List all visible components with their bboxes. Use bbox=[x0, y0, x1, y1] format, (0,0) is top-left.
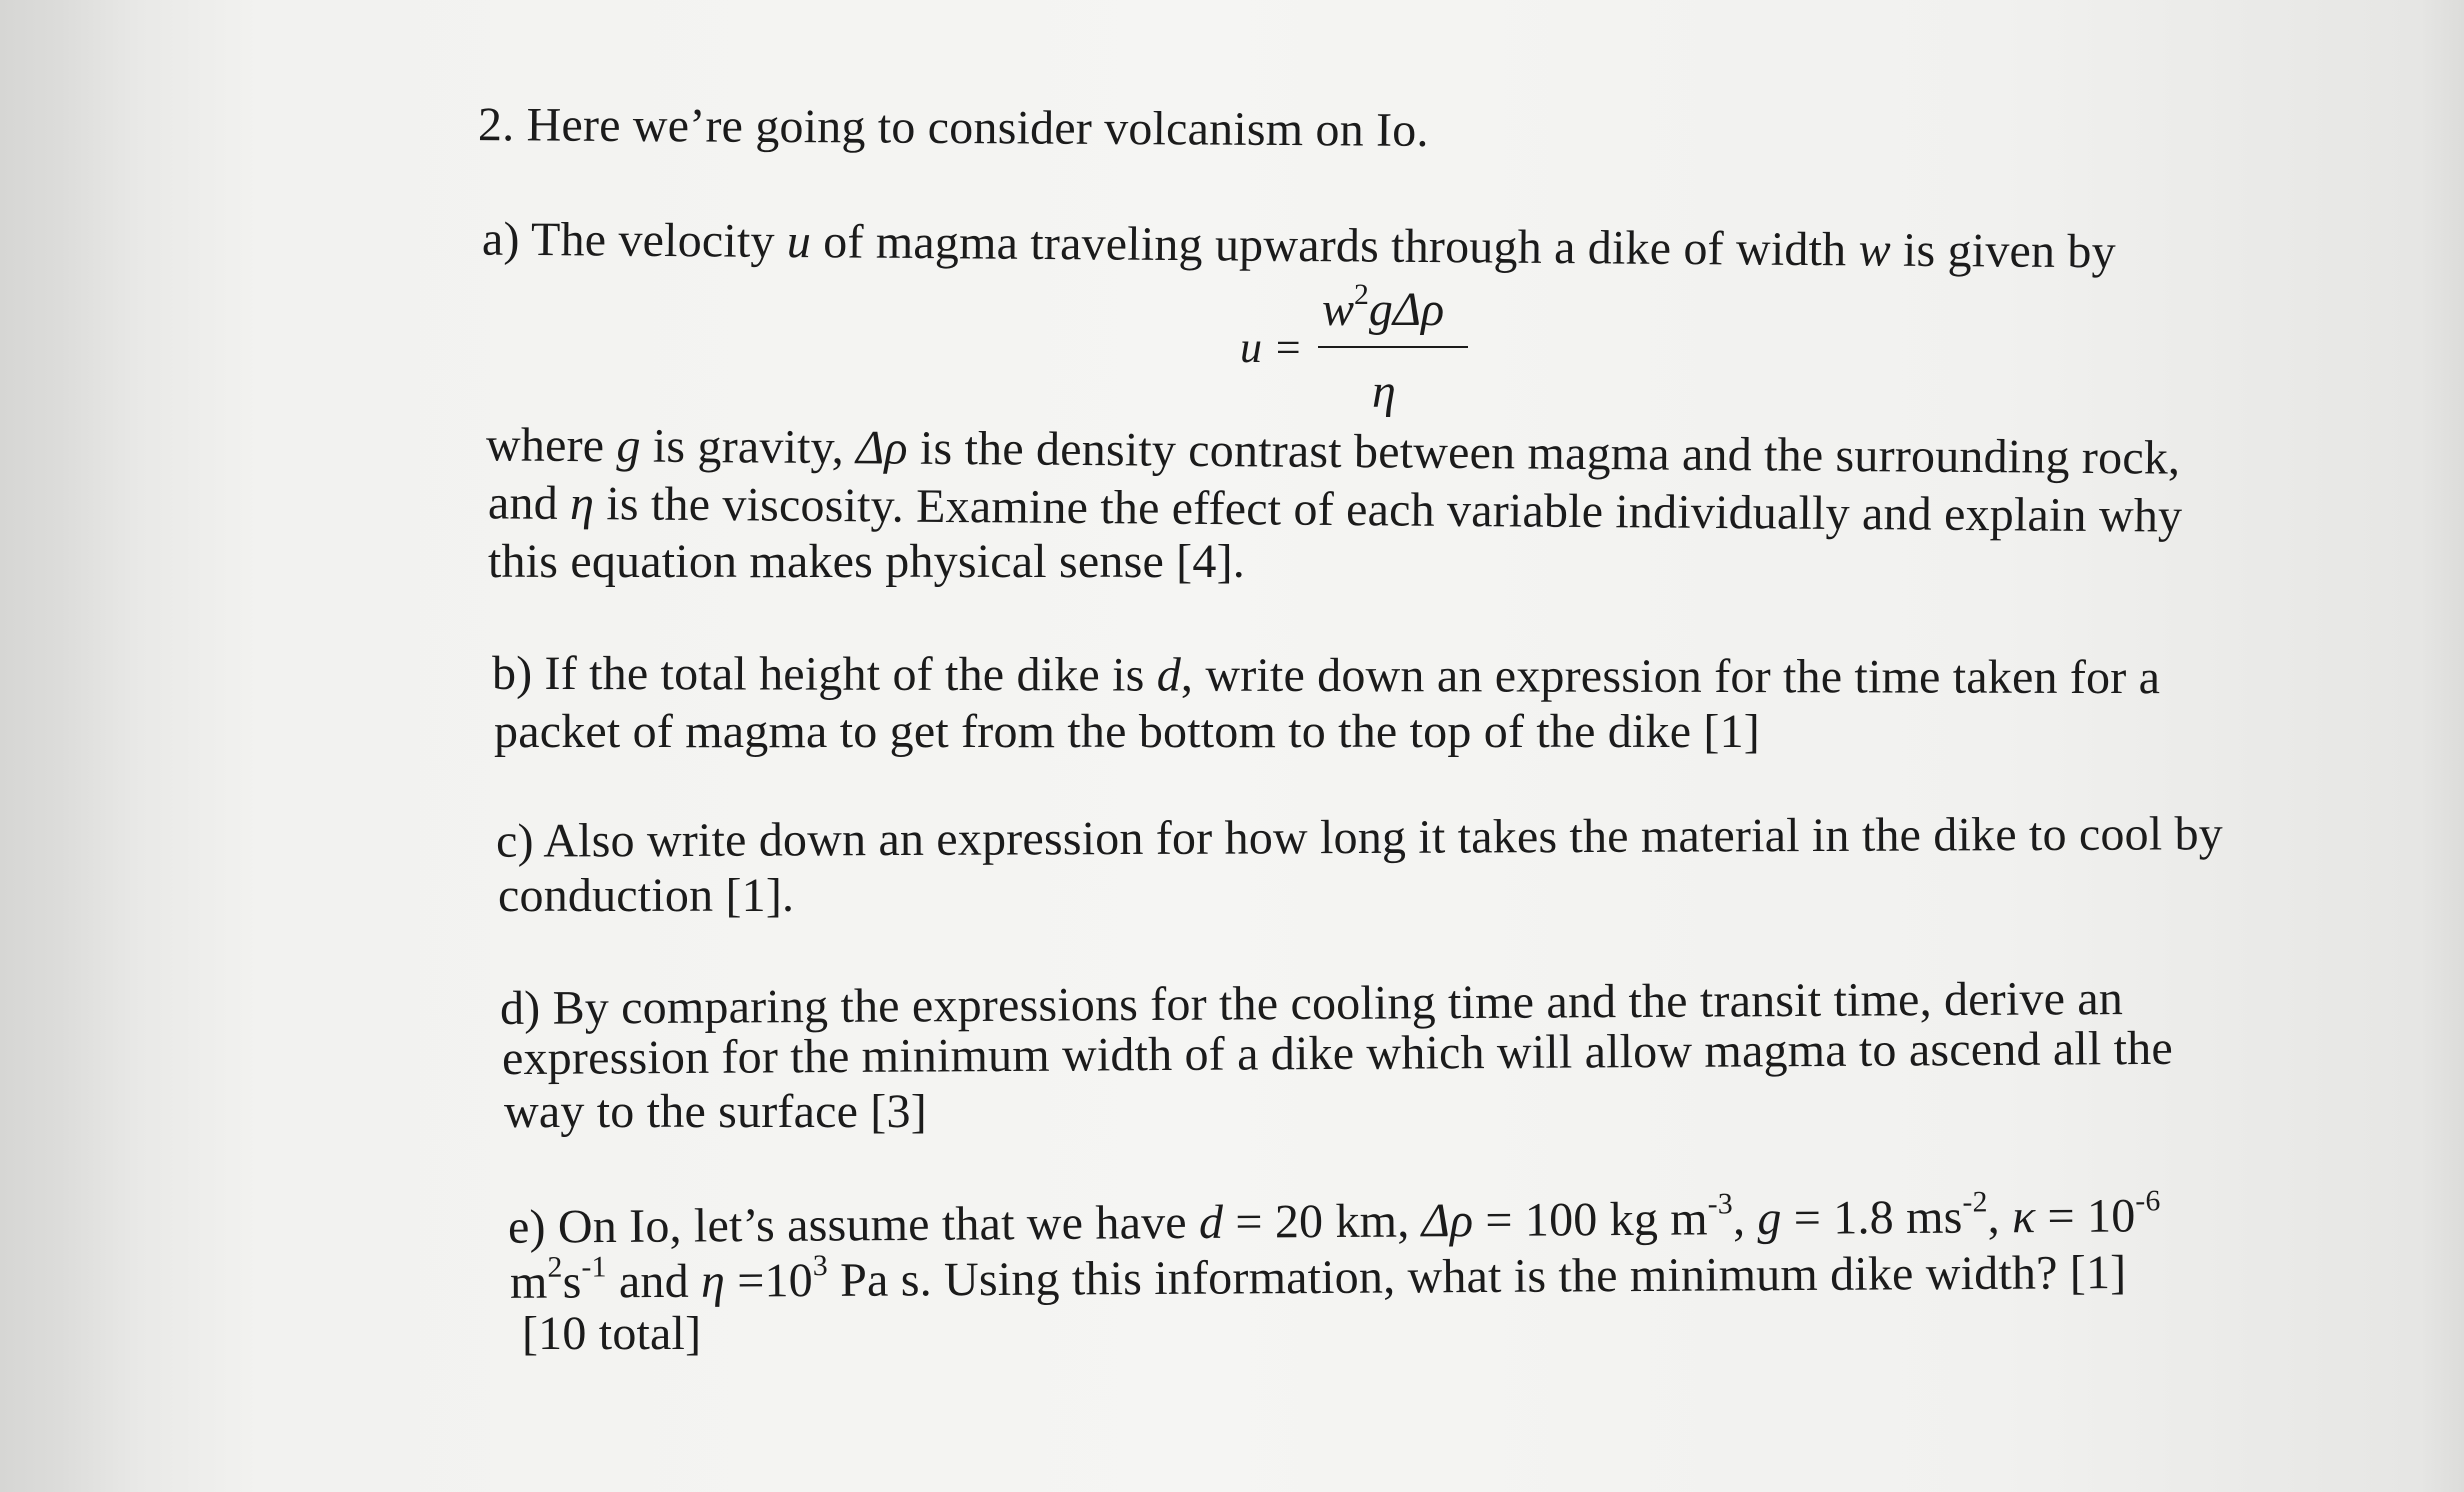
part-d-line-2: expression for the minimum width of a dike which will allow magma to ascend all the bbox=[501, 1021, 2174, 1086]
part-e-line-1: e) On Io, let’s assume that we have d = 20 km, Δρ = 100 kg $m^{-3}$, g = 1.8 $ms^{-2}$, $\kappa = 10^{-6}$ bbox=[507, 1183, 2161, 1254]
part-d-line-1: d) By comparing the expressions for the cooling time and the transit time, derive an bbox=[499, 972, 2124, 1035]
question-title: 2. Here we’re going to consider volcanism on Io. bbox=[477, 98, 1429, 157]
fraction-bar bbox=[1318, 346, 1468, 348]
equation-numerator: $w^2g\Delta\rho$ bbox=[1322, 277, 1445, 336]
part-d-line-3: way to the surface [3] bbox=[504, 1085, 927, 1138]
equation-denominator: η bbox=[1372, 365, 1396, 418]
part-a-line-3: this equation makes physical sense [4]. bbox=[488, 535, 1245, 588]
part-c-line-2: conduction [1]. bbox=[498, 869, 795, 922]
part-b-line-2: packet of magma to get from the bottom to the top of the dike [1] bbox=[494, 705, 1760, 758]
total-points: [10 total] bbox=[522, 1307, 702, 1360]
part-a-line-2: and η is the viscosity. Examine the effect of each variable individually and explain why bbox=[487, 476, 2183, 543]
velocity-equation bbox=[1240, 277, 1470, 426]
part-c-line-1: c) Also write down an expression for how long it takes the material in the dike to cool by bbox=[495, 807, 2224, 868]
part-e-line-2: $m^2s^{-1}$ and $\eta =10^3$ Pa s. Using this information, what is the minimum dike width? [1] bbox=[509, 1246, 2127, 1309]
part-b-line-1: b) If the total height of the dike is d, write down an expression for the time taken for a bbox=[491, 646, 2161, 705]
equation-lhs: u = bbox=[1240, 323, 1303, 372]
part-a-intro: a) The velocity u of magma traveling upwards through a dike of width w is given by bbox=[481, 212, 2117, 279]
part-a-line-1: where g is gravity, Δρ is the density contrast between magma and the surrounding rock, bbox=[485, 418, 2181, 485]
